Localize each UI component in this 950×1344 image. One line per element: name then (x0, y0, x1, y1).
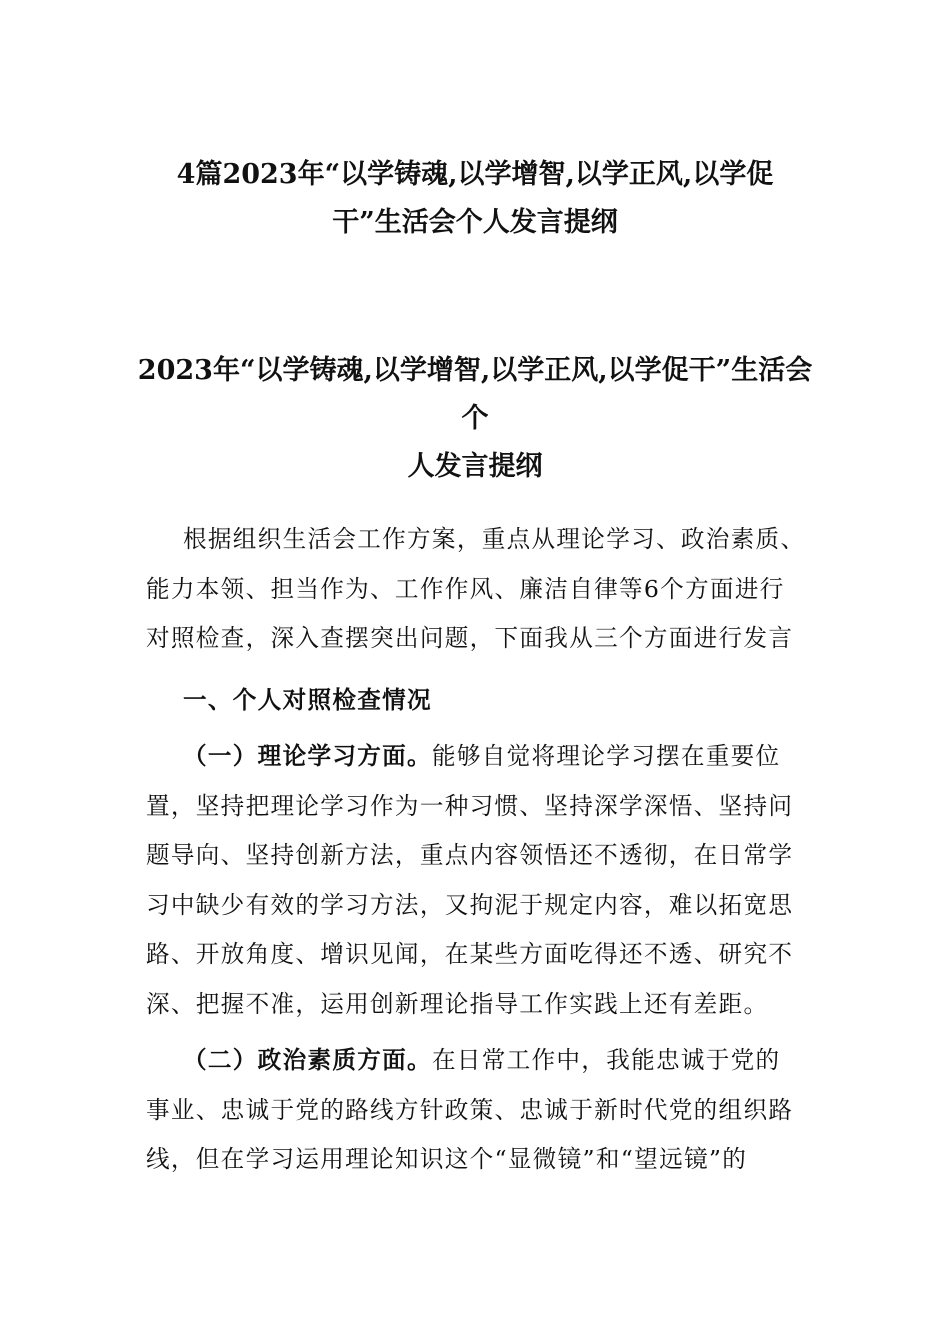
sub-title-line-1: 2023年“以学铸魂,以学增智,以学正风,以学促干”生活会个 (137, 355, 813, 434)
item-1-paragraph (146, 732, 812, 1029)
main-title-line-1: 4篇2023年“以学铸魂,以学增智,以学正风,以学促 (176, 159, 774, 190)
intro-line: 对照检查，深入查摆突出问题，下面我从三个方面进行发言 (146, 624, 794, 652)
item-1-line: 深、把握不准，运用创新理论指导工作实践上还有差距。 (146, 989, 769, 1018)
section-1-heading: 一、个人对照检查情况 (183, 686, 432, 714)
intro-line: 根据组织生活会工作方案，重点从理论学习、政治素质、 (183, 525, 806, 553)
main-title-line-2: 干”生活会个人发言提纲 (332, 207, 618, 238)
item-1-line: 路、开放角度、增识见闻，在某些方面吃得还不透、研究不 (146, 940, 794, 968)
item-2-line: 线，但在学习运用理论知识这个“显微镜”和“望远镜”的 (146, 1145, 748, 1173)
main-title (130, 151, 820, 247)
item-2-first-line (146, 1036, 812, 1086)
sub-title-line-2: 人发言提纲 (407, 451, 543, 482)
item-1-label: （一）理论学习方面。 (183, 742, 432, 770)
item-2-line: 事业、忠诚于党的路线方针政策、忠诚于新时代党的组织路 (146, 1095, 794, 1124)
item-1-first-line (146, 732, 812, 782)
item-1-line: 习中缺少有效的学习方法，又拘泥于规定内容，难以拓宽思 (146, 890, 794, 919)
item-1-line-1-text: 能够自觉将理论学习摆在重要位 (431, 742, 781, 770)
item-2-paragraph (146, 1036, 812, 1185)
sub-title (130, 347, 820, 491)
item-2-label: （二）政治素质方面。 (183, 1046, 432, 1074)
intro-line: 能力本领、担当作为、工作作风、廉洁自律等6个方面进行 (146, 574, 785, 603)
item-2-line-1-text: 在日常工作中，我能忠诚于党的 (431, 1046, 781, 1074)
item-1-line: 题导向、坚持创新方法，重点内容领悟还不透彻，在日常学 (146, 841, 794, 869)
item-1-line: 置，坚持把理论学习作为一种习惯、坚持深学深悟、坚持问 (146, 791, 794, 820)
intro-paragraph (146, 515, 812, 664)
